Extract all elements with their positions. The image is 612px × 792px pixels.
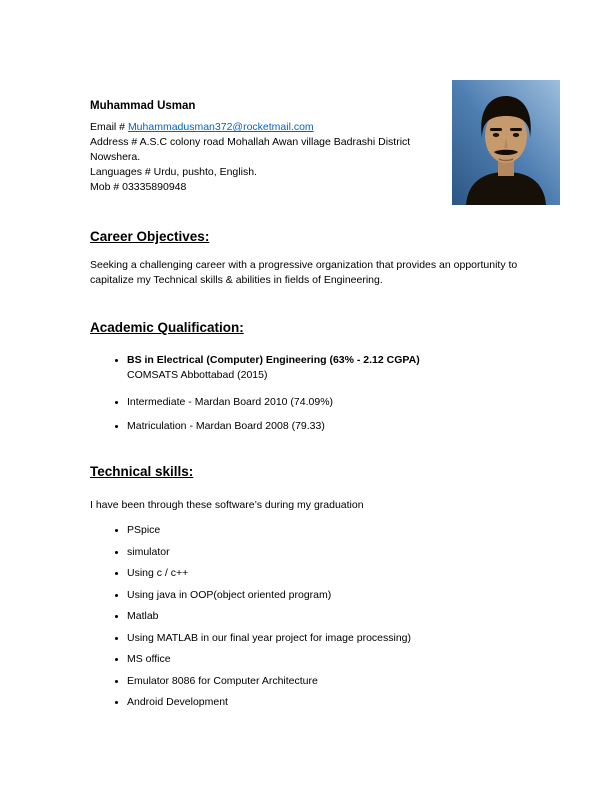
career-objectives-body: Seeking a challenging career with a progressive organization that provides an opportunity to capitalize my Technical skills & abilities in fields of Engineering. xyxy=(90,259,518,286)
list-item: • Intermediate - Mardan Board 2010 (74.09%) xyxy=(127,395,545,410)
address-line: Address # A.S.C colony road Mohallah Awan village Badrashi District Nowshera. xyxy=(90,136,411,163)
list-item: • Emulator 8086 for Computer Architecture xyxy=(127,674,545,689)
list-item: • Matriculation - Mardan Board 2008 (79.33) xyxy=(127,419,545,434)
list-item: • Using MATLAB in our final year project for image processing) xyxy=(127,631,545,646)
list-item: • Matlab xyxy=(127,609,545,624)
list-item: • Using java in OOP(object oriented program) xyxy=(127,588,545,603)
email-line xyxy=(90,120,452,135)
career-objectives-heading: Career Objectives: xyxy=(90,229,210,244)
career-objectives-section xyxy=(90,229,545,288)
academic-qualification-heading: Academic Qualification: xyxy=(90,320,244,335)
list-item: • Using c / c++ xyxy=(127,566,545,581)
email-link[interactable]: Muhammadusman372@rocketmail.com xyxy=(127,121,314,133)
technical-skills-intro: I have been through these software’s during my graduation xyxy=(90,499,364,511)
academic-degree-institute: COMSATS Abbottabad (2015) xyxy=(127,369,268,381)
technical-skills-section xyxy=(90,464,545,710)
email-label: Email # xyxy=(90,121,128,133)
resume-content xyxy=(90,100,545,717)
languages-line: Languages # Urdu, pushto, English. xyxy=(90,166,257,178)
list-item xyxy=(127,353,545,383)
list-item: • Android Development xyxy=(127,695,545,710)
academic-degree: BS in Electrical (Computer) Engineering (63% - 2.12 CGPA) xyxy=(127,354,420,366)
list-item: • PSpice xyxy=(127,523,545,538)
person-name: Muhammad Usman xyxy=(90,100,196,112)
mobile-line: Mob # 03335890948 xyxy=(90,181,187,193)
list-item: • simulator xyxy=(127,545,545,560)
technical-skills-heading: Technical skills: xyxy=(90,464,194,479)
list-item: • MS office xyxy=(127,652,545,667)
technical-skills-list xyxy=(90,523,545,710)
academic-qualification-section xyxy=(90,320,545,434)
academic-list xyxy=(90,353,545,434)
contact-block xyxy=(90,100,452,195)
